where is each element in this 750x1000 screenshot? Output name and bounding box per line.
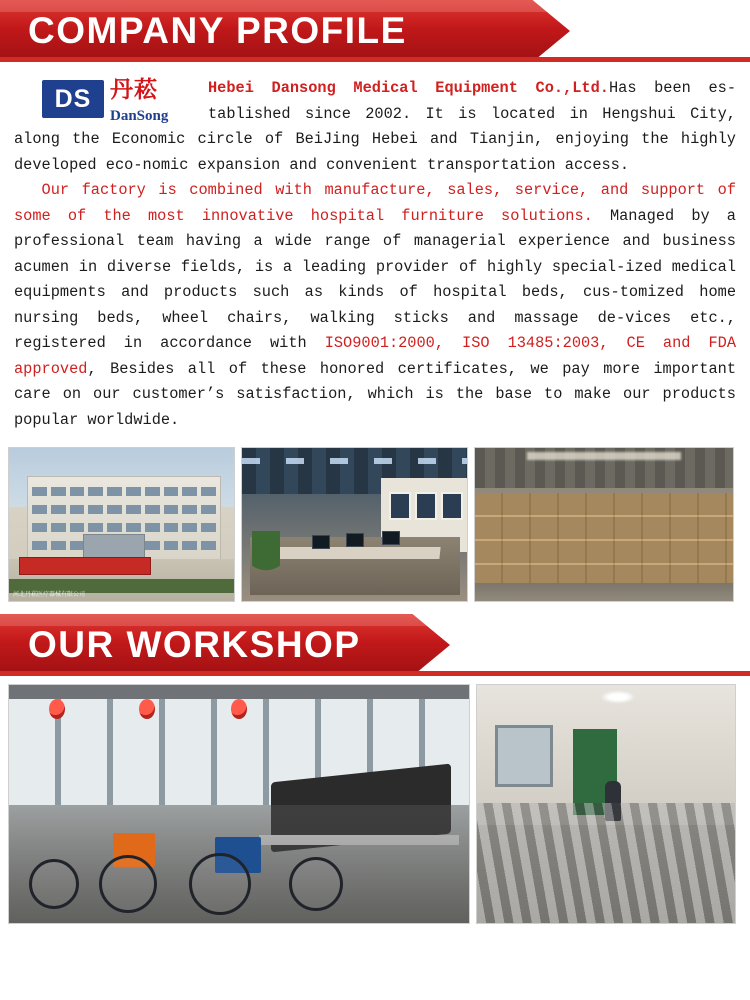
photo-office-interior	[241, 447, 468, 602]
photo-caption: 河北丹菘医疗器械有限公司	[13, 592, 86, 598]
our-workshop-banner	[0, 614, 750, 676]
wheelchair-wheel	[29, 859, 79, 909]
section-title-workshop: OUR WORKSHOP	[28, 624, 361, 665]
company-name: Hebei Dansong Medical Equipment Co.,Ltd.	[208, 79, 609, 97]
paragraph-one-text: Has been es-tablished since 2002. It is located in Hengshui City, along the Economic circle of BeiJing Hebei and Tianjin, enjoying the highly developed eco-nomic expansion and convenient transportation access.	[14, 79, 737, 174]
wheelchair-row	[477, 803, 735, 923]
logo-chinese-name: 丹菘	[110, 77, 158, 103]
profile-photo-strip	[0, 439, 750, 602]
logo-english-name: DanSong	[110, 108, 169, 124]
banner-underline	[0, 671, 750, 676]
carton-stacks	[475, 493, 733, 585]
window	[495, 725, 553, 787]
wheelchair-wheel	[99, 855, 157, 913]
page-title: COMPANY PROFILE	[28, 10, 407, 51]
photo-workshop-wheelchair-rows	[476, 684, 736, 924]
paragraph-two	[14, 178, 736, 433]
ceiling-lights	[242, 458, 467, 464]
window-row	[32, 505, 216, 514]
paragraph-two-text-two: , Besides all of these honored certificates, we pay more important care on our customer’s satisfaction, which is the base to make our products popular worldwide.	[14, 359, 736, 429]
banner-underline	[0, 57, 750, 62]
skylight	[527, 452, 682, 460]
window-row	[32, 523, 216, 532]
monitor	[346, 533, 364, 547]
lantern-decoration-icon	[49, 699, 65, 719]
ceiling-lamp	[601, 691, 635, 703]
lantern-decoration-icon	[139, 699, 155, 719]
monitor	[382, 531, 400, 545]
wheelchair-wheel	[289, 857, 343, 911]
company-signboard	[19, 557, 151, 575]
highlight-factory-statement: Our factory is combined with manufacture, sales, service, and support of some of the most innovative hospital furniture solutions.	[14, 181, 736, 225]
company-profile-text	[0, 62, 750, 439]
lantern-decoration-icon	[231, 699, 247, 719]
paragraph-two-text-one: Managed by a professional team having a wide range of managerial experience and business acumen in diverse fields, is a leading provider of highly special-ized medical equipments and products such as kinds of hospital beds, cus-tomized home nursing beds, wheel chairs, walking sticks and massage de-vices etc., registered in accordance with	[14, 206, 736, 352]
window-row	[32, 487, 216, 496]
company-logo	[42, 78, 198, 122]
photo-warehouse-cartons	[474, 447, 734, 602]
photo-factory-exterior	[8, 447, 235, 602]
wheelchair-wheel	[189, 853, 251, 915]
warehouse-floor	[475, 583, 733, 601]
logo-mark: DS	[42, 80, 104, 118]
desk-surface	[259, 547, 440, 559]
plant	[252, 531, 280, 583]
ceiling-beam	[9, 685, 469, 699]
photo-workshop-wheelchairs-and-beds	[8, 684, 470, 924]
monitor	[312, 535, 330, 549]
workshop-photo-strip	[0, 676, 750, 924]
company-profile-banner	[0, 0, 750, 62]
highlight-certifications: ISO9001:2000, ISO 13485:2003, CE and FDA approved	[14, 334, 736, 378]
